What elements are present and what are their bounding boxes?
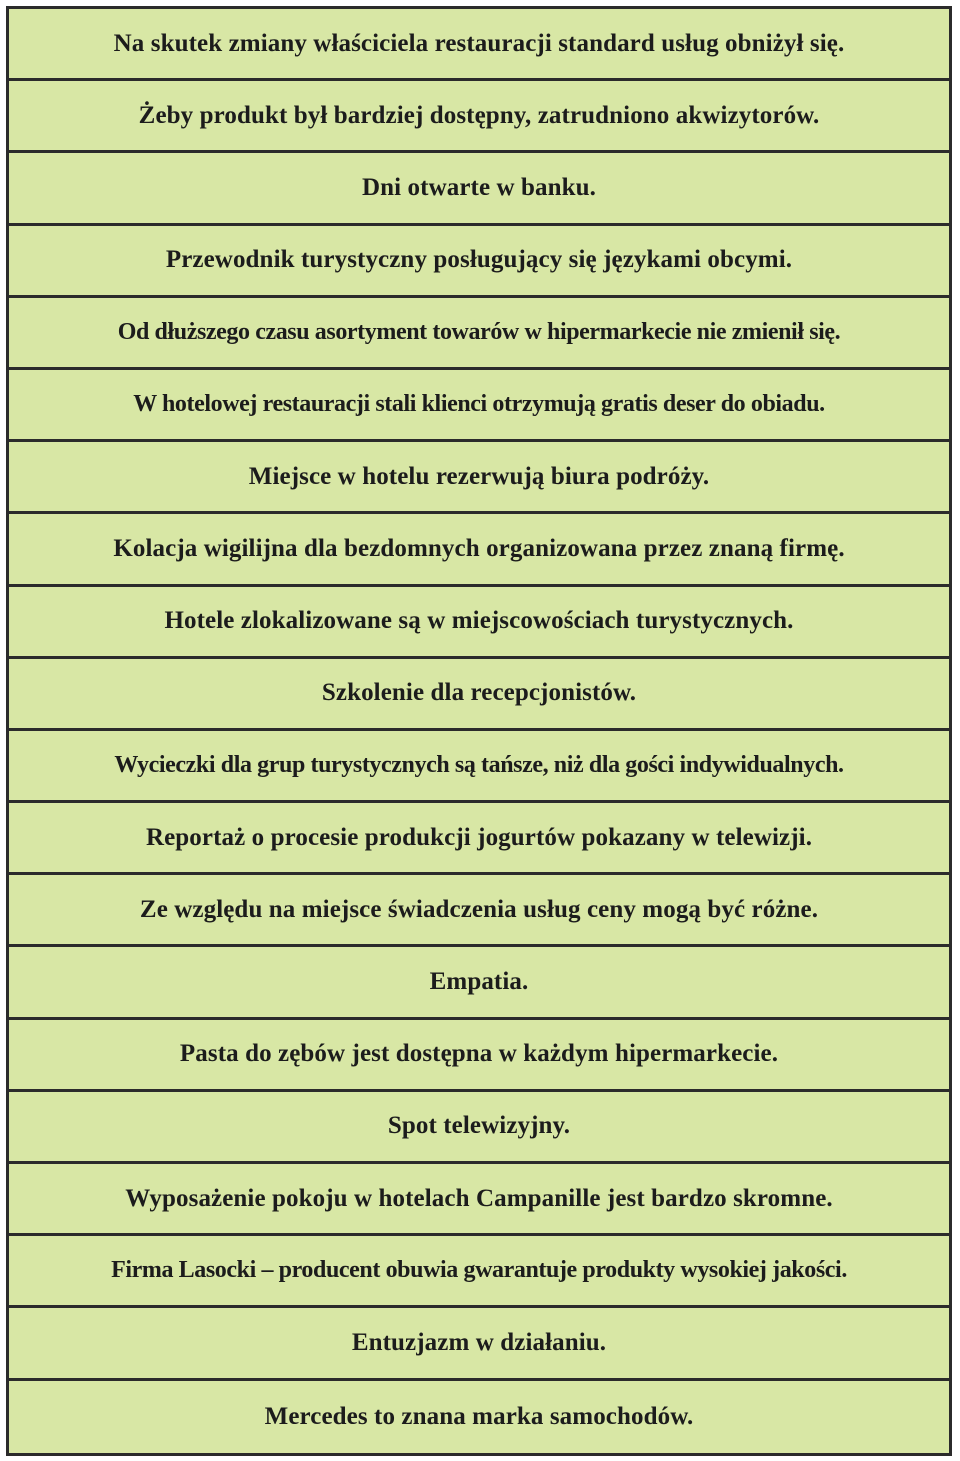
table-row	[9, 1236, 949, 1308]
table-row	[9, 226, 949, 298]
table-row	[9, 514, 949, 586]
table-row	[9, 1020, 949, 1092]
table-row	[9, 875, 949, 947]
table-cell: Od dłuższego czasu asortyment towarów w hipermarkecie nie zmienił się.	[117, 318, 841, 345]
table-row	[9, 153, 949, 225]
table-cell: Firma Lasocki – producent obuwia gwarantuje produkty wysokiej jakości.	[111, 1257, 847, 1284]
table-row	[9, 731, 949, 803]
table-cell: Ze względu na miejsce świadczenia usług ceny mogą być różne.	[139, 895, 819, 923]
table-cell: Kolacja wigilijna dla bezdomnych organizowana przez znaną firmę.	[113, 534, 845, 562]
table-cell: Dni otwarte w banku.	[362, 173, 596, 201]
table-cell: Wycieczki dla grup turystycznych są tańsze, niż dla gości indywidualnych.	[114, 751, 844, 778]
table-row	[9, 803, 949, 875]
table-cell: Żeby produkt był bardziej dostępny, zatrudniono akwizytorów.	[138, 101, 820, 129]
statements-table	[6, 6, 952, 1456]
table-cell: Empatia.	[429, 968, 529, 996]
table-cell: Szkolenie dla recepcjonistów.	[321, 679, 637, 707]
table-cell: Wyposażenie pokoju w hotelach Campanille jest bardzo skromne.	[125, 1184, 833, 1212]
table-row	[9, 81, 949, 153]
table-cell: Hotele zlokalizowane są w miejscowościach turystycznych.	[164, 607, 794, 635]
table-row	[9, 442, 949, 514]
table-row	[9, 1308, 949, 1380]
table-cell: W hotelowej restauracji stali klienci otrzymują gratis deser do obiadu.	[133, 391, 825, 418]
table-row	[9, 9, 949, 81]
table-row	[9, 1092, 949, 1164]
table-cell: Na skutek zmiany właściciela restauracji standard usług obniżył się.	[113, 29, 845, 57]
table-cell: Mercedes to znana marka samochodów.	[264, 1402, 694, 1430]
table-cell: Entuzjazm w działaniu.	[351, 1328, 607, 1356]
table-row	[9, 947, 949, 1019]
table-row	[9, 587, 949, 659]
table-cell: Przewodnik turystyczny posługujący się językami obcymi.	[165, 246, 793, 274]
table-row	[9, 370, 949, 442]
table-row	[9, 1381, 949, 1453]
table-row	[9, 298, 949, 370]
table-cell: Miejsce w hotelu rezerwują biura podróży.	[248, 462, 710, 490]
table-row	[9, 659, 949, 731]
table-cell: Reportaż o procesie produkcji jogurtów pokazany w telewizji.	[145, 823, 813, 851]
table-cell: Spot telewizyjny.	[387, 1112, 571, 1140]
table-cell: Pasta do zębów jest dostępna w każdym hipermarkecie.	[179, 1040, 779, 1068]
table-row	[9, 1164, 949, 1236]
